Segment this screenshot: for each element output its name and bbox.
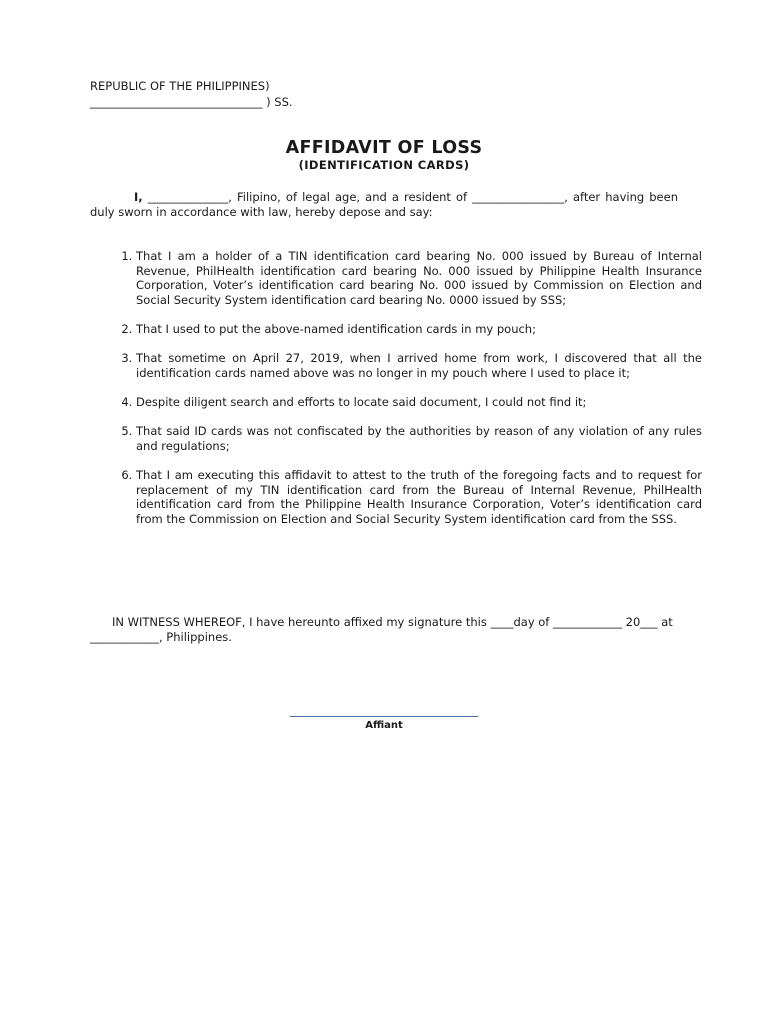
list-item: 4. Despite diligent search and efforts to locate said document, I could not find it; — [136, 395, 702, 410]
list-item: 5. That said ID cards was not confiscated by the authorities by reason of any violation of any rules and regulations; — [136, 424, 702, 453]
witness-paragraph — [90, 615, 678, 645]
list-item: 6. That I am executing this affidavit to attest to the truth of the foregoing facts and to request for replacement of my TIN identification card from the Bureau of Internal Revenue, PhilHealth identification card from the Philippine Health Insurance Corporation, Voter’s identification card from the Commission on Election and Social Security System identification card from the SSS. — [136, 468, 702, 526]
list-item: 1. That I am a holder of a TIN identification card bearing No. 000 issued by Bureau of Internal Revenue, PhilHealth identification card bearing No. 000 issued by Philippine Health Insurance Corporation, Voter’s identification card bearing No. 000 issued by Commission on Election and Social Security System identification card bearing No. 0000 issued by SSS; — [136, 249, 702, 307]
document-title: AFFIDAVIT OF LOSS — [285, 138, 483, 158]
signature-line — [290, 716, 478, 717]
affiant-label: Affiant — [365, 720, 403, 731]
venue-line-2: ______________________________ ) SS. — [90, 95, 293, 109]
document-subtitle: (IDENTIFICATION CARDS) — [298, 158, 470, 172]
venue-block — [90, 78, 293, 110]
intro-paragraph — [90, 190, 678, 220]
witness-text: IN WITNESS WHEREOF, I have hereunto affixed my signature this ____day of ____________ 20___ at ____________, Philippines. — [90, 615, 673, 644]
intro-pronoun: I, — [134, 190, 143, 204]
list-item: 3. That sometime on April 27, 2019, when I arrived home from work, I discovered that all the identification cards named above was no longer in my pouch where I used to place it; — [136, 351, 702, 380]
venue-line-1: REPUBLIC OF THE PHILIPPINES) — [90, 79, 270, 93]
list-item: 2. That I used to put the above-named identification cards in my pouch; — [136, 322, 702, 337]
intro-text: ______________, Filipino, of legal age, and a resident of ________________, after having been duly sworn in accordance with law, hereby depose and say: — [90, 190, 678, 219]
statement-list — [112, 249, 702, 541]
